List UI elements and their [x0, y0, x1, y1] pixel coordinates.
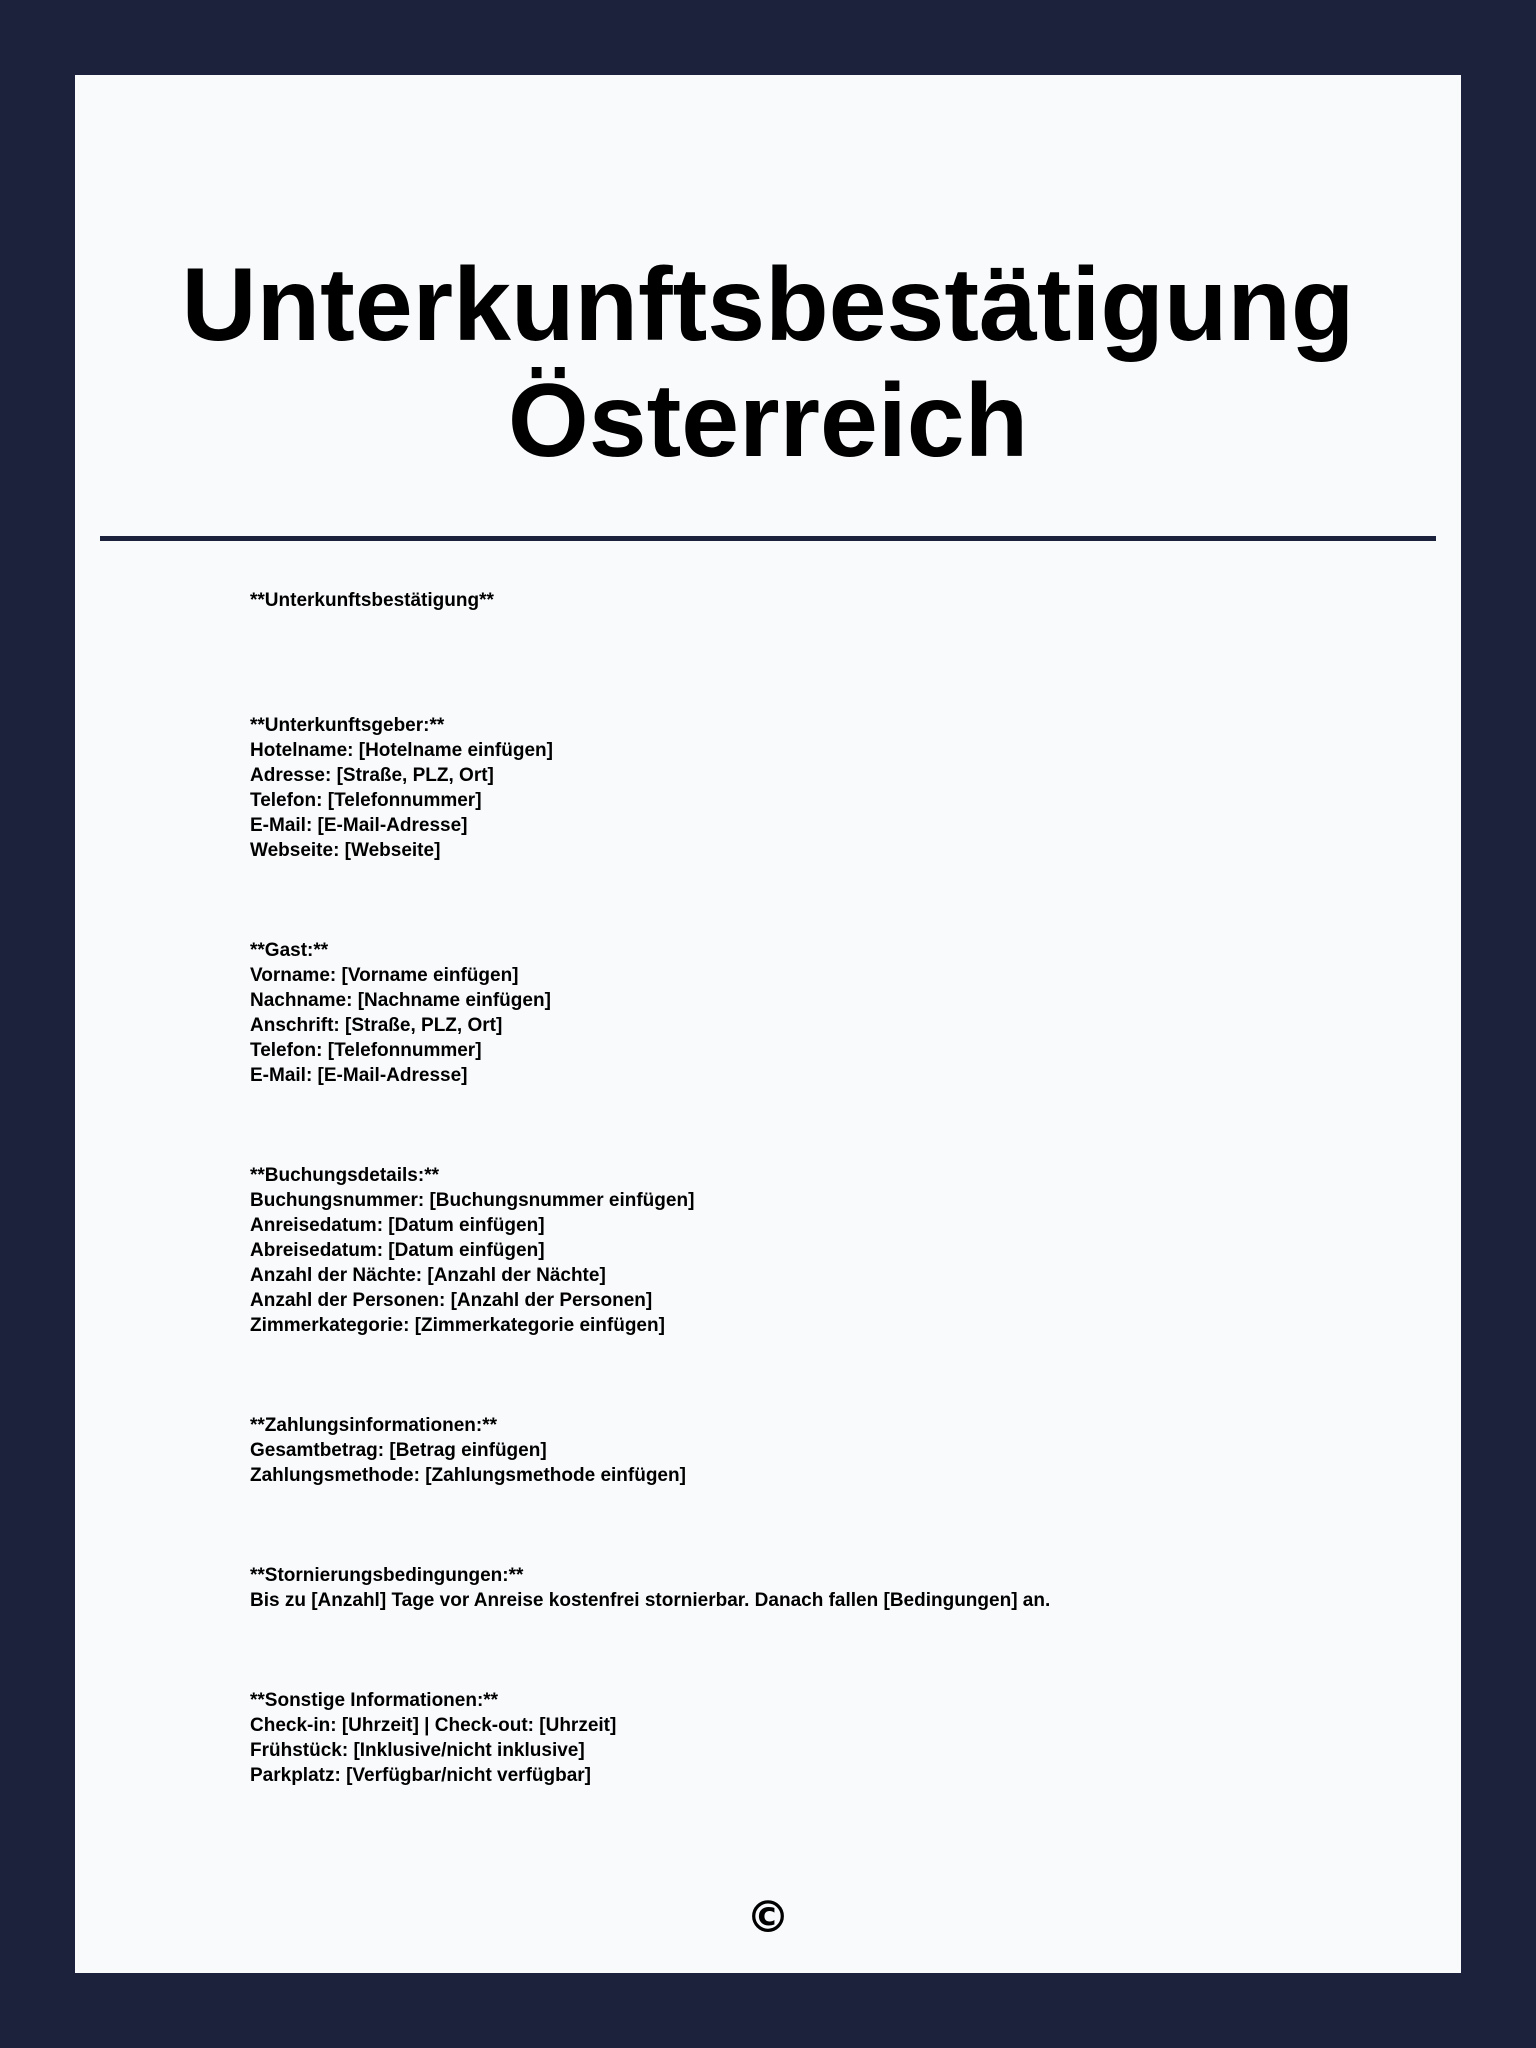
section-heading: **Sonstige Informationen:**: [250, 1690, 499, 1711]
document-page: [75, 75, 1461, 1973]
section-block: [250, 938, 1350, 1088]
section-line: Anzahl der Nächte: [Anzahl der Nächte]: [250, 1265, 606, 1286]
section-block: [250, 1163, 1350, 1338]
section-heading: **Zahlungsinformationen:**: [250, 1415, 498, 1436]
section-block: [250, 1413, 1350, 1488]
section-heading: **Unterkunftsgeber:**: [250, 715, 445, 736]
section-line: Check-in: [Uhrzeit] | Check-out: [Uhrzeit]: [250, 1715, 617, 1736]
document-title: Unterkunftsbestätigung Österreich: [181, 247, 1355, 479]
section-line: Parkplatz: [Verfügbar/nicht verfügbar]: [250, 1765, 592, 1786]
section-line: Adresse: [Straße, PLZ, Ort]: [250, 765, 494, 786]
section-line: Telefon: [Telefonnummer]: [250, 1040, 482, 1061]
section-block: [250, 1563, 1350, 1613]
section-line: Frühstück: [Inklusive/nicht inklusive]: [250, 1740, 585, 1761]
section-line: Bis zu [Anzahl] Tage vor Anreise kostenfrei stornierbar. Danach fallen [Bedingungen] an.: [250, 1590, 1051, 1611]
section-line: E-Mail: [E-Mail-Adresse]: [250, 1065, 468, 1086]
section-line: Nachname: [Nachname einfügen]: [250, 990, 551, 1011]
title-divider: [100, 536, 1436, 541]
section-line: Webseite: [Webseite]: [250, 840, 441, 861]
section-line: Zimmerkategorie: [Zimmerkategorie einfügen]: [250, 1315, 665, 1336]
section-line: Hotelname: [Hotelname einfügen]: [250, 740, 553, 761]
document-body: [250, 588, 1350, 1788]
intro-spacer: [250, 613, 1350, 713]
section-line: Vorname: [Vorname einfügen]: [250, 965, 519, 986]
section-line: Telefon: [Telefonnummer]: [250, 790, 482, 811]
section-line: Buchungsnummer: [Buchungsnummer einfügen]: [250, 1190, 695, 1211]
section-heading: **Buchungsdetails:**: [250, 1165, 439, 1186]
section-heading: **Gast:**: [250, 940, 329, 961]
section-block: [250, 1688, 1350, 1788]
section-heading: **Stornierungsbedingungen:**: [250, 1565, 524, 1586]
copyright-symbol: ©: [746, 1892, 790, 1943]
section-line: Anzahl der Personen: [Anzahl der Personen]: [250, 1290, 653, 1311]
section-block: [250, 713, 1350, 863]
section-line: Anschrift: [Straße, PLZ, Ort]: [250, 1015, 503, 1036]
section-line: E-Mail: [E-Mail-Adresse]: [250, 815, 468, 836]
intro-heading: **Unterkunftsbestätigung**: [250, 590, 494, 611]
section-line: Abreisedatum: [Datum einfügen]: [250, 1240, 545, 1261]
section-line: Gesamtbetrag: [Betrag einfügen]: [250, 1440, 547, 1461]
sections-container: [250, 713, 1350, 1788]
section-line: Anreisedatum: [Datum einfügen]: [250, 1215, 545, 1236]
section-line: Zahlungsmethode: [Zahlungsmethode einfügen]: [250, 1465, 686, 1486]
